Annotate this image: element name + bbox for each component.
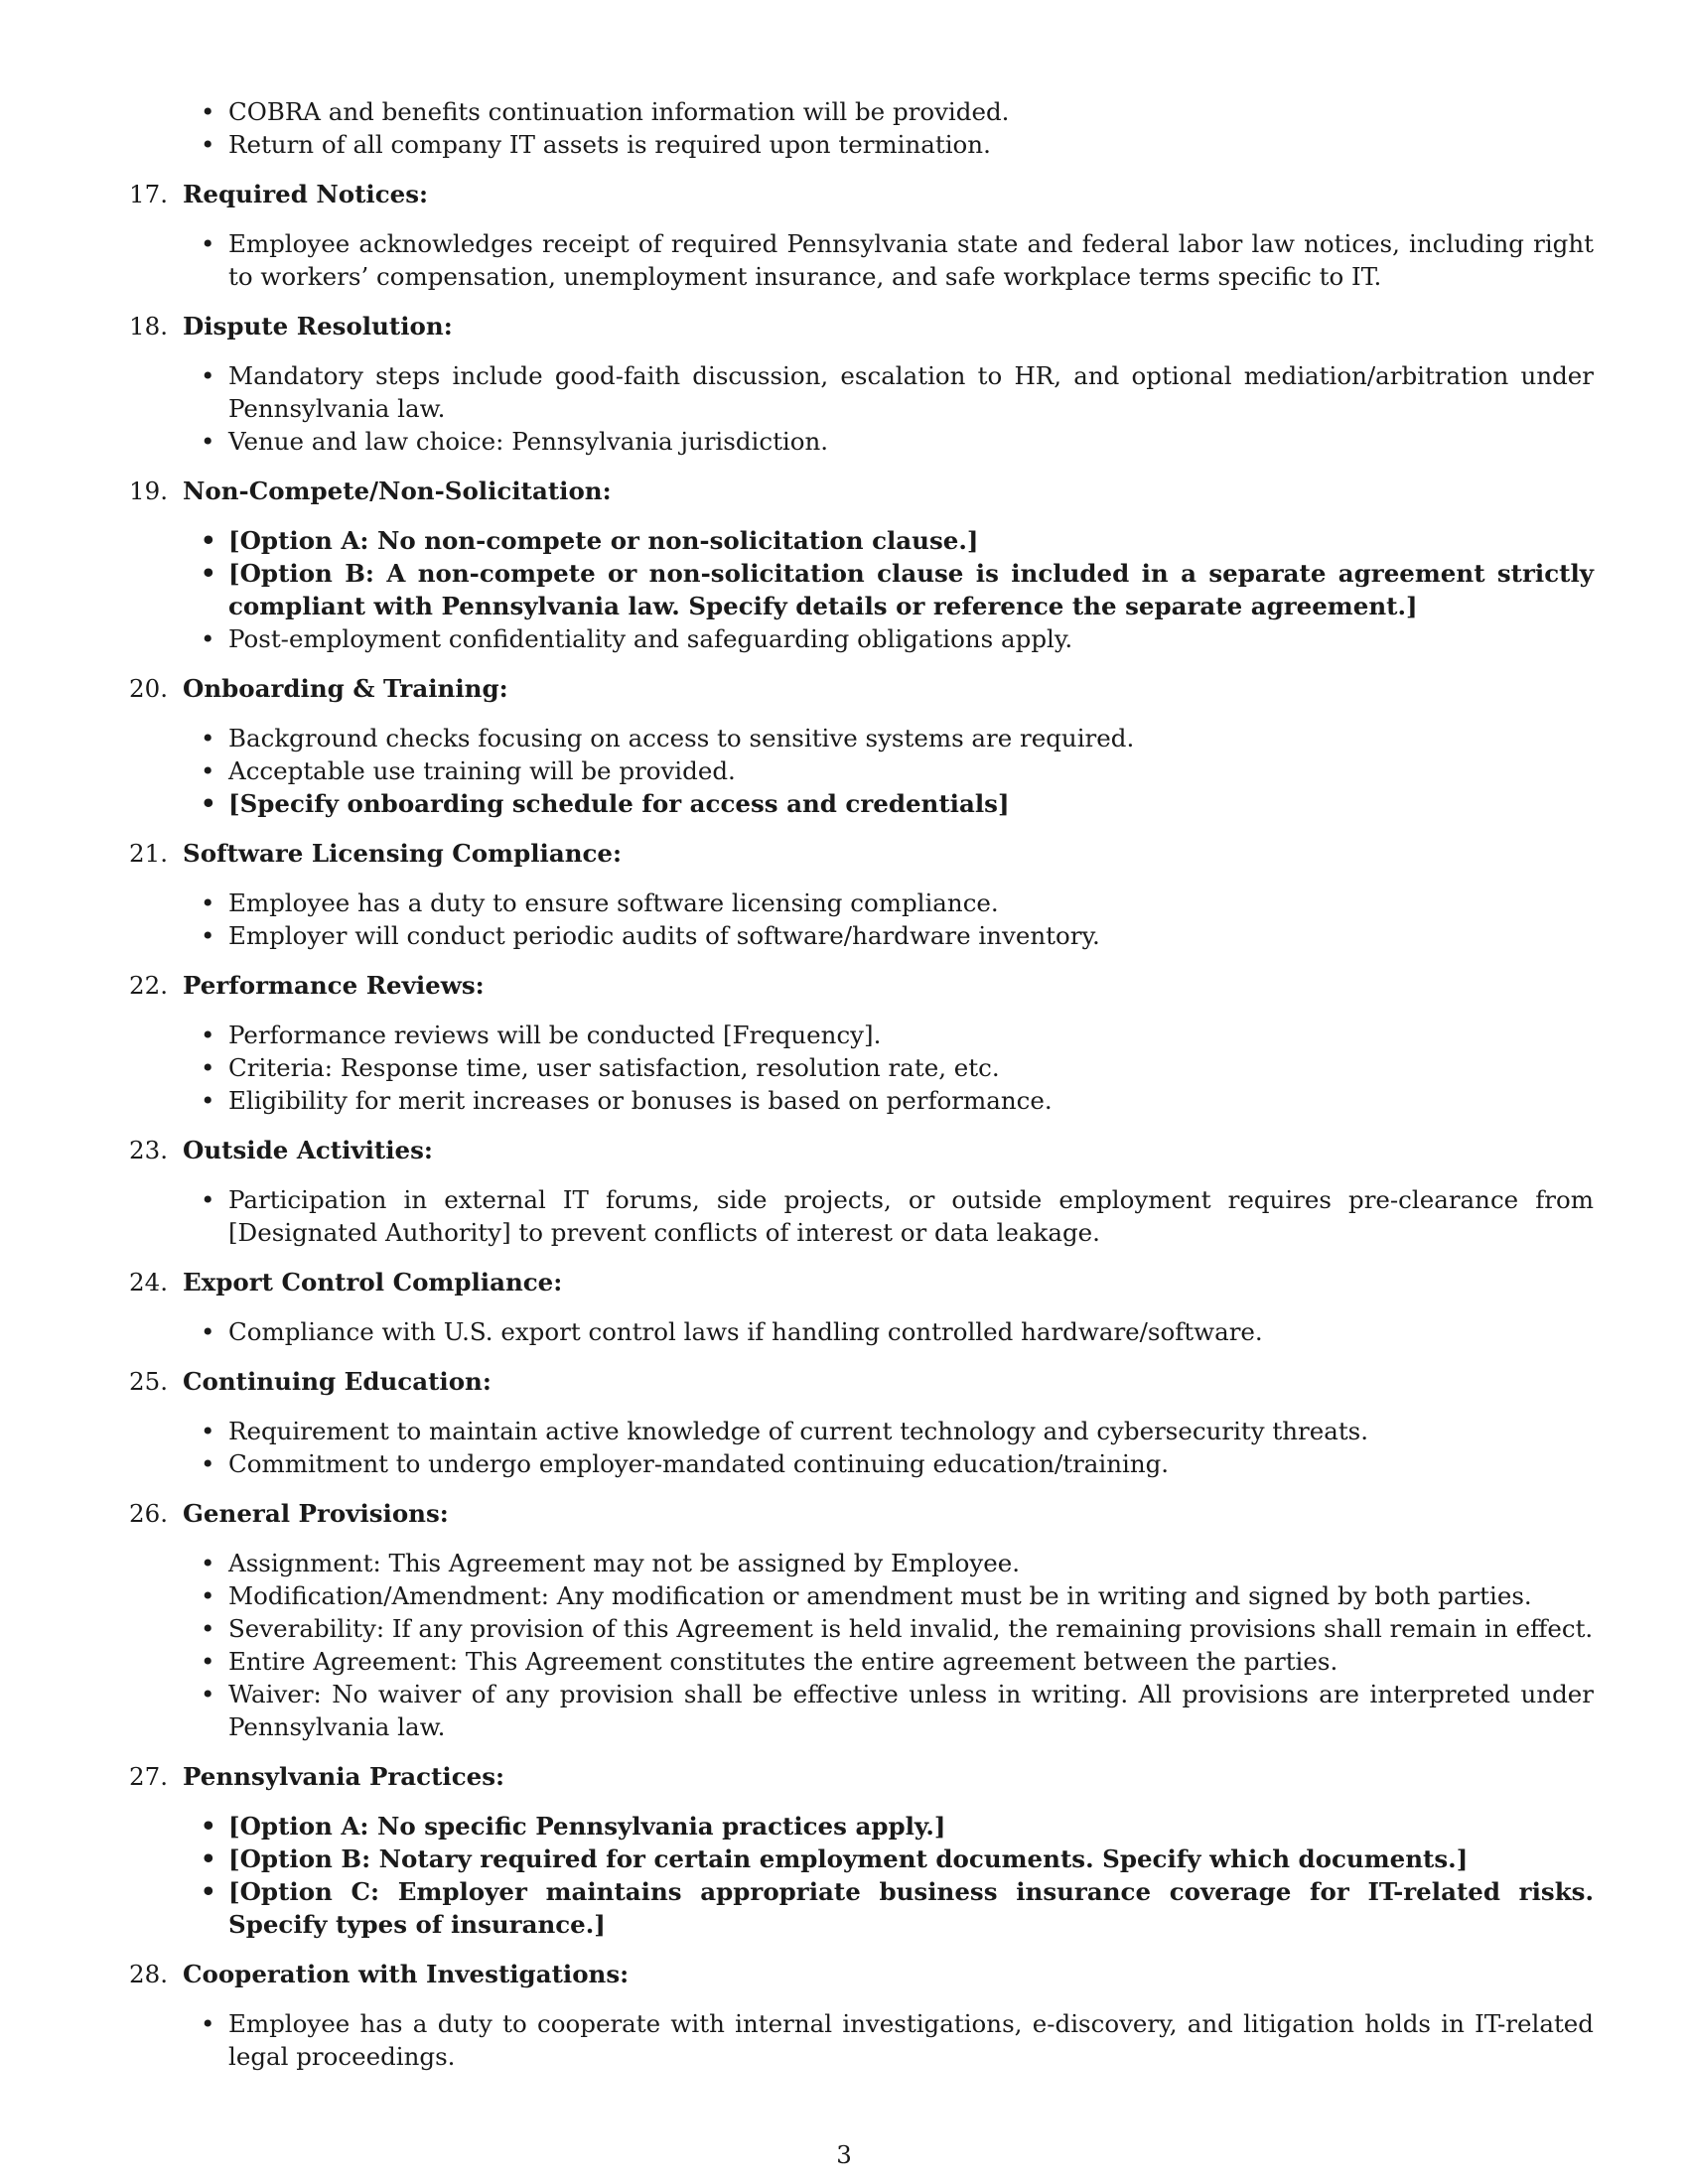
section-number: 24. xyxy=(129,1268,168,1297)
bullet-list xyxy=(114,524,1594,655)
list-item: • Performance reviews will be conducted [Frequency]. xyxy=(228,1019,1594,1051)
section-heading xyxy=(114,310,1594,342)
list-item: • Modification/Amendment: Any modification or amendment must be in writing and signed by both parties. xyxy=(228,1579,1594,1612)
section-number: 21. xyxy=(129,839,168,868)
section-heading xyxy=(114,1497,1594,1530)
list-item: • Requirement to maintain active knowledge of current technology and cybersecurity threats. xyxy=(228,1415,1594,1447)
section-title: Dispute Resolution: xyxy=(183,312,453,341)
section-heading xyxy=(114,1266,1594,1298)
section-export-control xyxy=(114,1266,1594,1348)
bullet-list xyxy=(114,1810,1594,1941)
section-title: General Provisions: xyxy=(183,1499,449,1528)
option-a-item: • [Option A: No specific Pennsylvania practices apply.] xyxy=(228,1810,1594,1843)
list-item: • Assignment: This Agreement may not be assigned by Employee. xyxy=(228,1547,1594,1579)
bullet-list xyxy=(114,722,1594,820)
section-heading xyxy=(114,672,1594,705)
section-title: Continuing Education: xyxy=(183,1367,492,1396)
section-heading xyxy=(114,969,1594,1002)
bullet-list xyxy=(114,1415,1594,1480)
section-number: 28. xyxy=(129,1960,168,1988)
section-cooperation-investigations xyxy=(114,1958,1594,2073)
list-item: • Criteria: Response time, user satisfaction, resolution rate, etc. xyxy=(228,1051,1594,1084)
section-pennsylvania-practices xyxy=(114,1760,1594,1941)
section-heading xyxy=(114,1134,1594,1166)
section-required-notices xyxy=(114,178,1594,293)
list-item: • Acceptable use training will be provided. xyxy=(228,754,1594,787)
list-item: • Employee has a duty to cooperate with internal investigations, e-discovery, and litigation holds in IT-related legal proceedings. xyxy=(228,2007,1594,2073)
bullet-list xyxy=(114,359,1594,458)
list-item: • Entire Agreement: This Agreement constitutes the entire agreement between the parties. xyxy=(228,1645,1594,1678)
section-software-licensing xyxy=(114,837,1594,952)
section-continuing-education xyxy=(114,1365,1594,1480)
list-item: • Employer will conduct periodic audits of software/hardware inventory. xyxy=(228,919,1594,952)
option-a-item: • [Option A: No non-compete or non-solicitation clause.] xyxy=(228,524,1594,557)
section-number: 26. xyxy=(129,1499,168,1528)
list-item: • Eligibility for merit increases or bonuses is based on performance. xyxy=(228,1084,1594,1117)
section-heading xyxy=(114,1958,1594,1990)
bullet-list xyxy=(114,887,1594,952)
section-title: Non-Compete/Non-Solicitation: xyxy=(183,477,612,505)
list-item: • Compliance with U.S. export control laws if handling controlled hardware/software. xyxy=(228,1315,1594,1348)
section-title: Pennsylvania Practices: xyxy=(183,1762,505,1791)
section-number: 17. xyxy=(129,180,168,208)
section-number: 20. xyxy=(129,674,168,703)
section-number: 25. xyxy=(129,1367,168,1396)
list-item: • Mandatory steps include good-faith discussion, escalation to HR, and optional mediation/arbitration under Pennsylvania law. xyxy=(228,359,1594,425)
bullet-list xyxy=(114,1547,1594,1743)
list-item: • Employee has a duty to ensure software licensing compliance. xyxy=(228,887,1594,919)
section-number: 22. xyxy=(129,971,168,1000)
list-item: • Post-employment confidentiality and safeguarding obligations apply. xyxy=(228,622,1594,655)
section-title: Export Control Compliance: xyxy=(183,1268,563,1297)
section-non-compete xyxy=(114,475,1594,655)
section-heading xyxy=(114,178,1594,210)
list-item: • Employee acknowledges receipt of required Pennsylvania state and federal labor law notices, including right to workers’ compensation, unemployment insurance, and safe workplace terms specific to IT. xyxy=(228,227,1594,293)
section-number: 18. xyxy=(129,312,168,341)
section-title: Software Licensing Compliance: xyxy=(183,839,623,868)
section-heading xyxy=(114,837,1594,870)
bullet-list xyxy=(114,2007,1594,2073)
section-number: 19. xyxy=(129,477,168,505)
option-b-item: • [Option B: A non-compete or non-solicitation clause is included in a separate agreement strictly compliant with Pennsylvania law. Specify details or reference the separate agreement.] xyxy=(228,557,1594,622)
list-item: • Severability: If any provision of this Agreement is held invalid, the remaining provisions shall remain in effect. xyxy=(228,1612,1594,1645)
list-item: • COBRA and benefits continuation information will be provided. xyxy=(228,95,1594,128)
section-general-provisions xyxy=(114,1497,1594,1743)
section-title: Onboarding & Training: xyxy=(183,674,508,703)
placeholder-item: • [Specify onboarding schedule for access and credentials] xyxy=(228,787,1594,820)
section-dispute-resolution xyxy=(114,310,1594,458)
list-item: • Background checks focusing on access to sensitive systems are required. xyxy=(228,722,1594,754)
section-title: Cooperation with Investigations: xyxy=(183,1960,630,1988)
option-b-item: • [Option B: Notary required for certain employment documents. Specify which documents.] xyxy=(228,1843,1594,1875)
bullet-list xyxy=(114,1183,1594,1249)
section-onboarding-training xyxy=(114,672,1594,820)
bullet-list xyxy=(114,227,1594,293)
section-title: Performance Reviews: xyxy=(183,971,485,1000)
section-heading xyxy=(114,475,1594,507)
section-outside-activities xyxy=(114,1134,1594,1249)
document-content xyxy=(114,95,1594,2073)
section-title: Outside Activities: xyxy=(183,1136,433,1164)
section-heading xyxy=(114,1365,1594,1398)
list-item: • Venue and law choice: Pennsylvania jurisdiction. xyxy=(228,425,1594,458)
section-performance-reviews xyxy=(114,969,1594,1117)
section-heading xyxy=(114,1760,1594,1793)
section-number: 23. xyxy=(129,1136,168,1164)
bullet-list xyxy=(114,1315,1594,1348)
list-item: • Waiver: No waiver of any provision shall be effective unless in writing. All provisions are interpreted under Pennsylvania law. xyxy=(228,1678,1594,1743)
option-c-item: • [Option C: Employer maintains appropriate business insurance coverage for IT-related risks. Specify types of insurance.] xyxy=(228,1875,1594,1941)
list-item: • Return of all company IT assets is required upon termination. xyxy=(228,128,1594,161)
section-title: Required Notices: xyxy=(183,180,429,208)
list-item: • Commitment to undergo employer-mandated continuing education/training. xyxy=(228,1447,1594,1480)
intro-bullet-list xyxy=(114,95,1594,161)
page-number: 3 xyxy=(836,2140,852,2169)
section-number: 27. xyxy=(129,1762,168,1791)
list-item: • Participation in external IT forums, side projects, or outside employment requires pre-clearance from [Designated Authority] to prevent conflicts of interest or data leakage. xyxy=(228,1183,1594,1249)
bullet-list xyxy=(114,1019,1594,1117)
